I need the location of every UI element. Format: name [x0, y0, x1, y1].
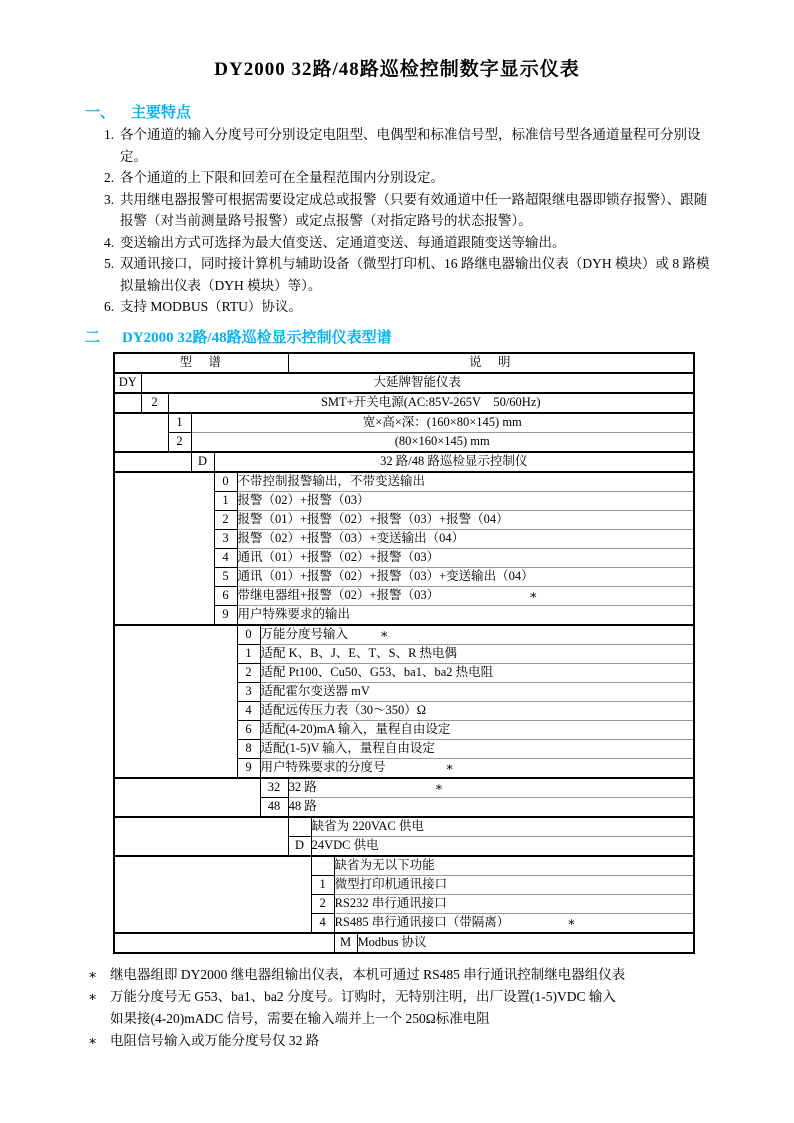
model-desc-cell: RS232 串行通讯接口	[334, 894, 694, 913]
model-desc-cell: 48 路	[288, 797, 694, 817]
footnote-text: 万能分度号无 G53、ba1、ba2 分度号。订购时，无特别注明，出厂设置(1-5)VDC 输入	[110, 988, 616, 1004]
item-text: 双通讯接口，同时接计算机与辅助设备（微型打印机、16 路继电器输出仪表（DYH 模块）或 8 路模拟量输出仪表（DYH 模块）等）。	[120, 256, 710, 293]
feature-list	[104, 124, 720, 318]
model-desc-cell: 报警（01）+报警（02）+报警（03）+报警（04）	[237, 510, 694, 529]
model-desc-cell: 报警（02）+报警（03）	[237, 491, 694, 510]
model-code-cell: D	[288, 836, 311, 856]
model-code-cell: 3	[237, 682, 260, 701]
model-code-cell: 2	[168, 432, 191, 452]
model-code-cell: 0	[237, 625, 260, 645]
model-code-cell: 2	[141, 393, 168, 413]
model-desc-cell: 通讯（01）+报警（02）+报警（03）+变送输出（04）	[237, 567, 694, 586]
model-desc-cell: 适配(1-5)V 输入，量程自由设定	[260, 739, 694, 758]
list-item	[104, 253, 720, 296]
item-number: 3.	[104, 191, 115, 207]
item-text: 支持 MODBUS（RTU）协议。	[120, 299, 302, 314]
model-desc-cell	[260, 758, 694, 778]
list-item	[104, 296, 720, 318]
blank-cell	[114, 817, 288, 856]
model-code-cell: 1	[311, 875, 334, 894]
model-desc-cell: (80×160×145) mm	[191, 432, 694, 452]
item-text: 共用继电器报警可根据需要设定成总或报警（只要有效通道中任一路超限继电器即锁存报警）、跟随报警（对当前测量路号报警）或定点报警（对指定路号的状态报警）。	[120, 191, 708, 228]
table-row	[114, 373, 694, 393]
blank-cell	[114, 933, 334, 953]
footnote-continuation	[88, 1008, 708, 1030]
section-number: 二	[85, 329, 101, 346]
table-header-row	[114, 353, 694, 373]
footnote-star-mark: ∗	[445, 760, 455, 774]
table-row	[114, 413, 694, 433]
model-code-cell: D	[191, 452, 214, 472]
blank-cell	[114, 413, 168, 452]
item-text: 各个通道的输入分度号可分别设定电阻型、电偶型和标准信号型，标准信号型各通道量程可分别设定。	[120, 127, 701, 164]
model-code-cell: M	[334, 933, 357, 953]
footnote-star-mark: ∗	[434, 780, 444, 794]
model-code-cell: 3	[214, 529, 237, 548]
page-title: DY2000 32路/48路巡检控制数字显示仪表	[214, 59, 580, 80]
footnote-star-mark: ∗	[88, 988, 98, 1004]
model-desc-cell: 适配(4-20)mA 输入，量程自由设定	[260, 720, 694, 739]
list-item	[104, 124, 720, 167]
model-code-cell: 1	[168, 413, 191, 433]
model-code-cell	[311, 856, 334, 876]
model-code-cell: 4	[237, 701, 260, 720]
model-desc-cell: 宽×高×深：(160×80×145) mm	[191, 413, 694, 433]
item-text: 变送输出方式可选择为最大值变送、定通道变送、每通道跟随变送等输出。	[120, 234, 566, 250]
table-row	[114, 778, 694, 798]
section-title: DY2000 32路/48路巡检显示控制仪表型谱	[122, 329, 392, 346]
desc-text: RS485 串行通讯接口（带隔离）	[334, 915, 510, 929]
model-code-cell: 4	[214, 548, 237, 567]
model-code-cell: 8	[237, 739, 260, 758]
item-number: 4.	[104, 234, 115, 250]
footnote-star-mark: ∗	[529, 588, 538, 602]
blank-cell	[114, 856, 311, 933]
model-code-cell: 6	[214, 586, 237, 605]
model-code-cell: 32	[260, 778, 288, 798]
model-desc-cell: Modbus 协议	[357, 933, 694, 953]
section-title: 主要特点	[131, 105, 192, 121]
blank-cell	[114, 452, 191, 472]
table-row	[114, 472, 694, 492]
footnote-star-mark: ∗	[380, 627, 389, 641]
footnote-star-mark: ∗	[567, 915, 576, 929]
desc-text: 带继电器组+报警（02）+报警（03）	[237, 588, 440, 602]
table-row	[114, 432, 694, 452]
model-desc-cell: 大延牌智能仪表	[141, 373, 694, 393]
section-heading-features	[85, 101, 794, 122]
model-desc-cell: 适配霍尔变送器 mV	[260, 682, 694, 701]
item-number: 1.	[104, 127, 115, 142]
item-number: 5.	[104, 256, 115, 271]
model-code-cell: 9	[214, 605, 237, 625]
blank-cell	[114, 393, 141, 413]
section-heading-spectrum	[85, 326, 794, 347]
model-desc-cell: 适配 K、B、J、E、T、S、R 热电偶	[260, 644, 694, 663]
model-desc-cell: 适配远传压力表（30～350）Ω	[260, 701, 694, 720]
item-number: 2.	[104, 170, 115, 185]
model-code-cell: 1	[214, 491, 237, 510]
model-code-cell: 6	[237, 720, 260, 739]
model-desc-cell: 24VDC 供电	[311, 836, 694, 856]
model-desc-cell: 不带控制报警输出，不带变送输出	[237, 472, 694, 492]
model-desc-cell: 缺省为 220VAC 供电	[311, 817, 694, 837]
model-desc-cell: 缺省为无以下功能	[334, 856, 694, 876]
model-desc-cell: 微型打印机通讯接口	[334, 875, 694, 894]
footnote-text: 继电器组即 DY2000 继电器组输出仪表，本机可通过 RS485 串行通讯控制继电器组仪表	[110, 966, 626, 982]
item-text: 各个通道的上下限和回差可在全量程范围内分别设定。	[120, 170, 444, 185]
model-code-cell: 9	[237, 758, 260, 778]
list-item	[104, 167, 720, 189]
table-row	[114, 933, 694, 953]
model-desc-cell: 报警（02）+报警（03）+变送输出（04）	[237, 529, 694, 548]
header-model: 型 谱	[114, 353, 288, 373]
list-item	[104, 232, 720, 254]
footnote-item	[88, 964, 708, 986]
model-code-cell: 0	[214, 472, 237, 492]
table-row	[114, 625, 694, 645]
header-desc: 说 明	[288, 353, 694, 373]
blank-cell	[114, 778, 260, 817]
blank-cell	[114, 472, 214, 625]
blank-cell	[114, 625, 237, 778]
model-desc-cell: 通讯（01）+报警（02）+报警（03）	[237, 548, 694, 567]
model-code-cell: 48	[260, 797, 288, 817]
footnote-text: 电阻信号输入或万能分度号仅 32 路	[110, 1032, 320, 1048]
desc-text: 用户特殊要求的分度号	[260, 760, 386, 774]
table-row	[114, 817, 694, 837]
section-number: 一、	[85, 105, 116, 121]
model-code-cell: 4	[311, 913, 334, 933]
footnotes	[88, 964, 708, 1052]
model-desc-cell	[334, 913, 694, 933]
desc-text: 32 路	[288, 780, 317, 794]
footnote-text: 如果接(4-20)mADC 信号，需要在输入端并上一个 250Ω标准电阻	[110, 1010, 490, 1026]
model-desc-cell: 用户特殊要求的输出	[237, 605, 694, 625]
table-row	[114, 393, 694, 413]
footnote-star-mark: ∗	[88, 966, 98, 982]
footnote-item	[88, 986, 708, 1008]
footnote-star-mark: ∗	[88, 1032, 98, 1048]
model-code-cell: 1	[237, 644, 260, 663]
model-code-cell: DY	[114, 373, 141, 393]
model-desc-cell	[237, 586, 694, 605]
model-desc-cell	[260, 625, 694, 645]
table-row	[114, 856, 694, 876]
model-code-cell: 2	[311, 894, 334, 913]
model-desc-cell: 适配 Pt100、Cu50、G53、ba1、ba2 热电阻	[260, 663, 694, 682]
model-code-cell: 2	[237, 663, 260, 682]
spec-table	[113, 352, 695, 954]
model-code-cell: 2	[214, 510, 237, 529]
model-code-cell: 5	[214, 567, 237, 586]
table-row	[114, 452, 694, 472]
item-number: 6.	[104, 299, 115, 314]
desc-text: 万能分度号输入	[260, 627, 349, 641]
list-item	[104, 189, 720, 232]
model-desc-cell	[288, 778, 694, 798]
model-desc-cell: SMT+开关电源(AC:85V-265V 50/60Hz)	[168, 393, 694, 413]
footnote-item	[88, 1030, 708, 1052]
model-desc-cell: 32 路/48 路巡检显示控制仪	[214, 452, 694, 472]
model-code-cell	[288, 817, 311, 837]
